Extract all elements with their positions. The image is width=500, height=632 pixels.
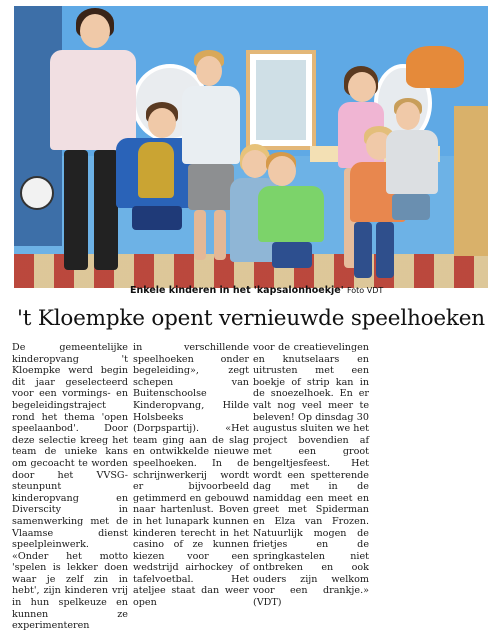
- photo-caption: [130, 285, 383, 296]
- article-paragraph: in verschillende speelhoeken onder begeleiding», zegt schepen van Buitenschoolse Kinderopvang, Hilde Holsbeeks (Dorpspartij). «Het team ging aan de slag en ontwikkelde nieuwe speelhoeken. In de schrijnwerkerij wordt er bijvoorbeeld getimmerd en gebouwd naar hartenlust. Boven in het lunapark kunnen kinderen terecht in het casino of ze kunnen kiezen voor een wedstrijd airhockey of tafelvoetbal. Het ateljee staat dan weer open: [133, 342, 249, 609]
- article-paragraph: voor de creatievelingen en knutselaars en uitrusten met een boekje of strip kan in de snoezelhoek. En er valt nog veel meer te beleven! Op dinsdag 30 augustus sluiten we het project bovendien af met een groot bengeltjesfeest. Het wordt een spetterende dag met in de namiddag een meet en greet met Spiderman en Elza van Frozen. Natuurlijk mogen de frietjes en de springkastelen niet ontbreken en ook ouders zijn welkom voor een drankje.» (VDT): [253, 342, 369, 609]
- caption-credit: Foto VDT: [346, 286, 384, 295]
- article-photo: [14, 6, 488, 288]
- article-column-3: [253, 342, 369, 609]
- article-headline: 't Kloempke opent vernieuwde speelhoeken: [17, 306, 485, 331]
- caption-text: Enkele kinderen in het 'kapsalonhoekje': [130, 285, 344, 296]
- article-column-1: [12, 342, 128, 632]
- photo-shelf: [454, 106, 488, 256]
- article-paragraph: De gemeentelijke kinderopvang 't Kloempke werd begin dit jaar geselecteerd voor een vormings- en begeleidingstraject rond het thema 'open speelaanbod'. Door deze selectie kreeg het team de unieke kans om gecoacht te worden door het VVSG-steunpunt kinderopvang en Diverscity in samenwerking met de Vlaamse dienst speelpleinwerk. «Onder het motto 'spelen is lekker doen waar je zelf zin in hebt', zijn kinderen vrij in hun spelkeuze en kunnen ze experimenteren: [12, 342, 128, 632]
- soccer-ball-icon: [20, 176, 54, 210]
- photo-hair-dryer: [406, 46, 464, 88]
- article-column-2: [133, 342, 249, 609]
- photo-framed-mirror: [246, 50, 316, 150]
